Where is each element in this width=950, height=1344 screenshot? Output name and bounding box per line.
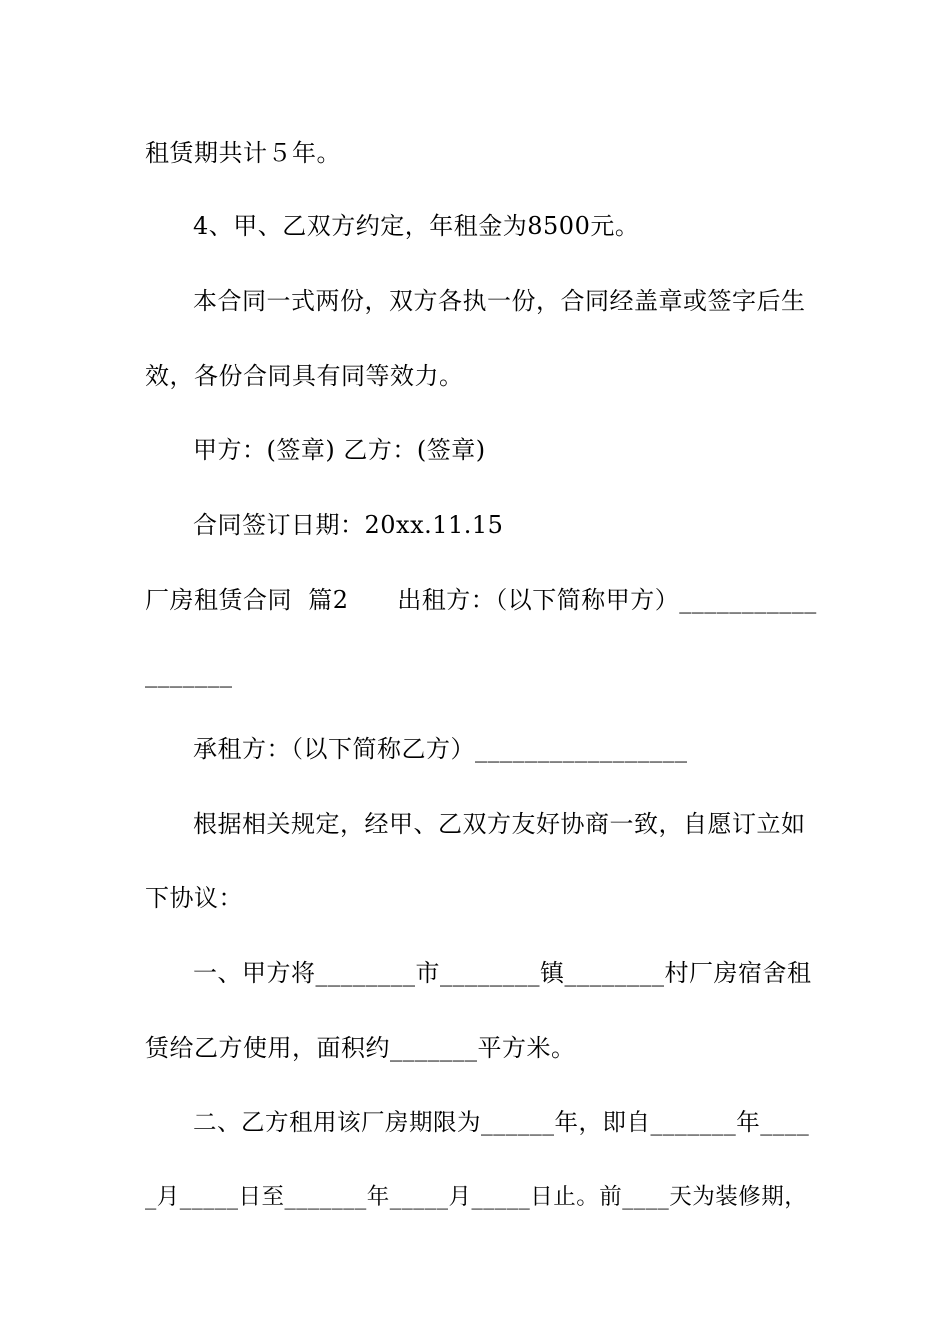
text-line-clause-2: 二、乙方租用该厂房期限为______年，即自_______年____ <box>193 1108 810 1136</box>
text-line-lease-term: 租赁期共计５年。 <box>145 139 341 167</box>
text-line-blank-cont: _______ <box>145 660 233 688</box>
text-line-clause-1-cont: 赁给乙方使用，面积约_______平方米。 <box>145 1034 576 1062</box>
text-line-lessee: 承租方：（以下简称乙方）_________________ <box>193 735 688 763</box>
text-line-signatures: 甲方：(签章) 乙方：(签章) <box>193 436 486 464</box>
text-line-agreement-intro: 根据相关规定，经甲、乙双方友好协商一致，自愿订立如 <box>193 810 806 838</box>
text-line-section-heading: 厂房租赁合同 篇2 出租方：（以下简称甲方）___________ <box>145 586 817 614</box>
text-line-agreement-intro-cont: 下协议： <box>145 884 243 912</box>
text-line-copies-cont: 效，各份合同具有同等效力。 <box>145 362 464 390</box>
text-line-annual-rent: 4、甲、乙双方约定，年租金为8500元。 <box>193 212 640 240</box>
text-line-copies: 本合同一式两份，双方各执一份，合同经盖章或签字后生 <box>193 287 806 315</box>
text-line-clause-2-cont: _月_____日至_______年_____月_____日止。前____天为装修期， <box>145 1184 808 1210</box>
text-line-clause-1: 一、甲方将________市________镇________村厂房宿舍租 <box>193 959 812 987</box>
text-line-sign-date: 合同签订日期：20xx.11.15 <box>193 511 504 539</box>
